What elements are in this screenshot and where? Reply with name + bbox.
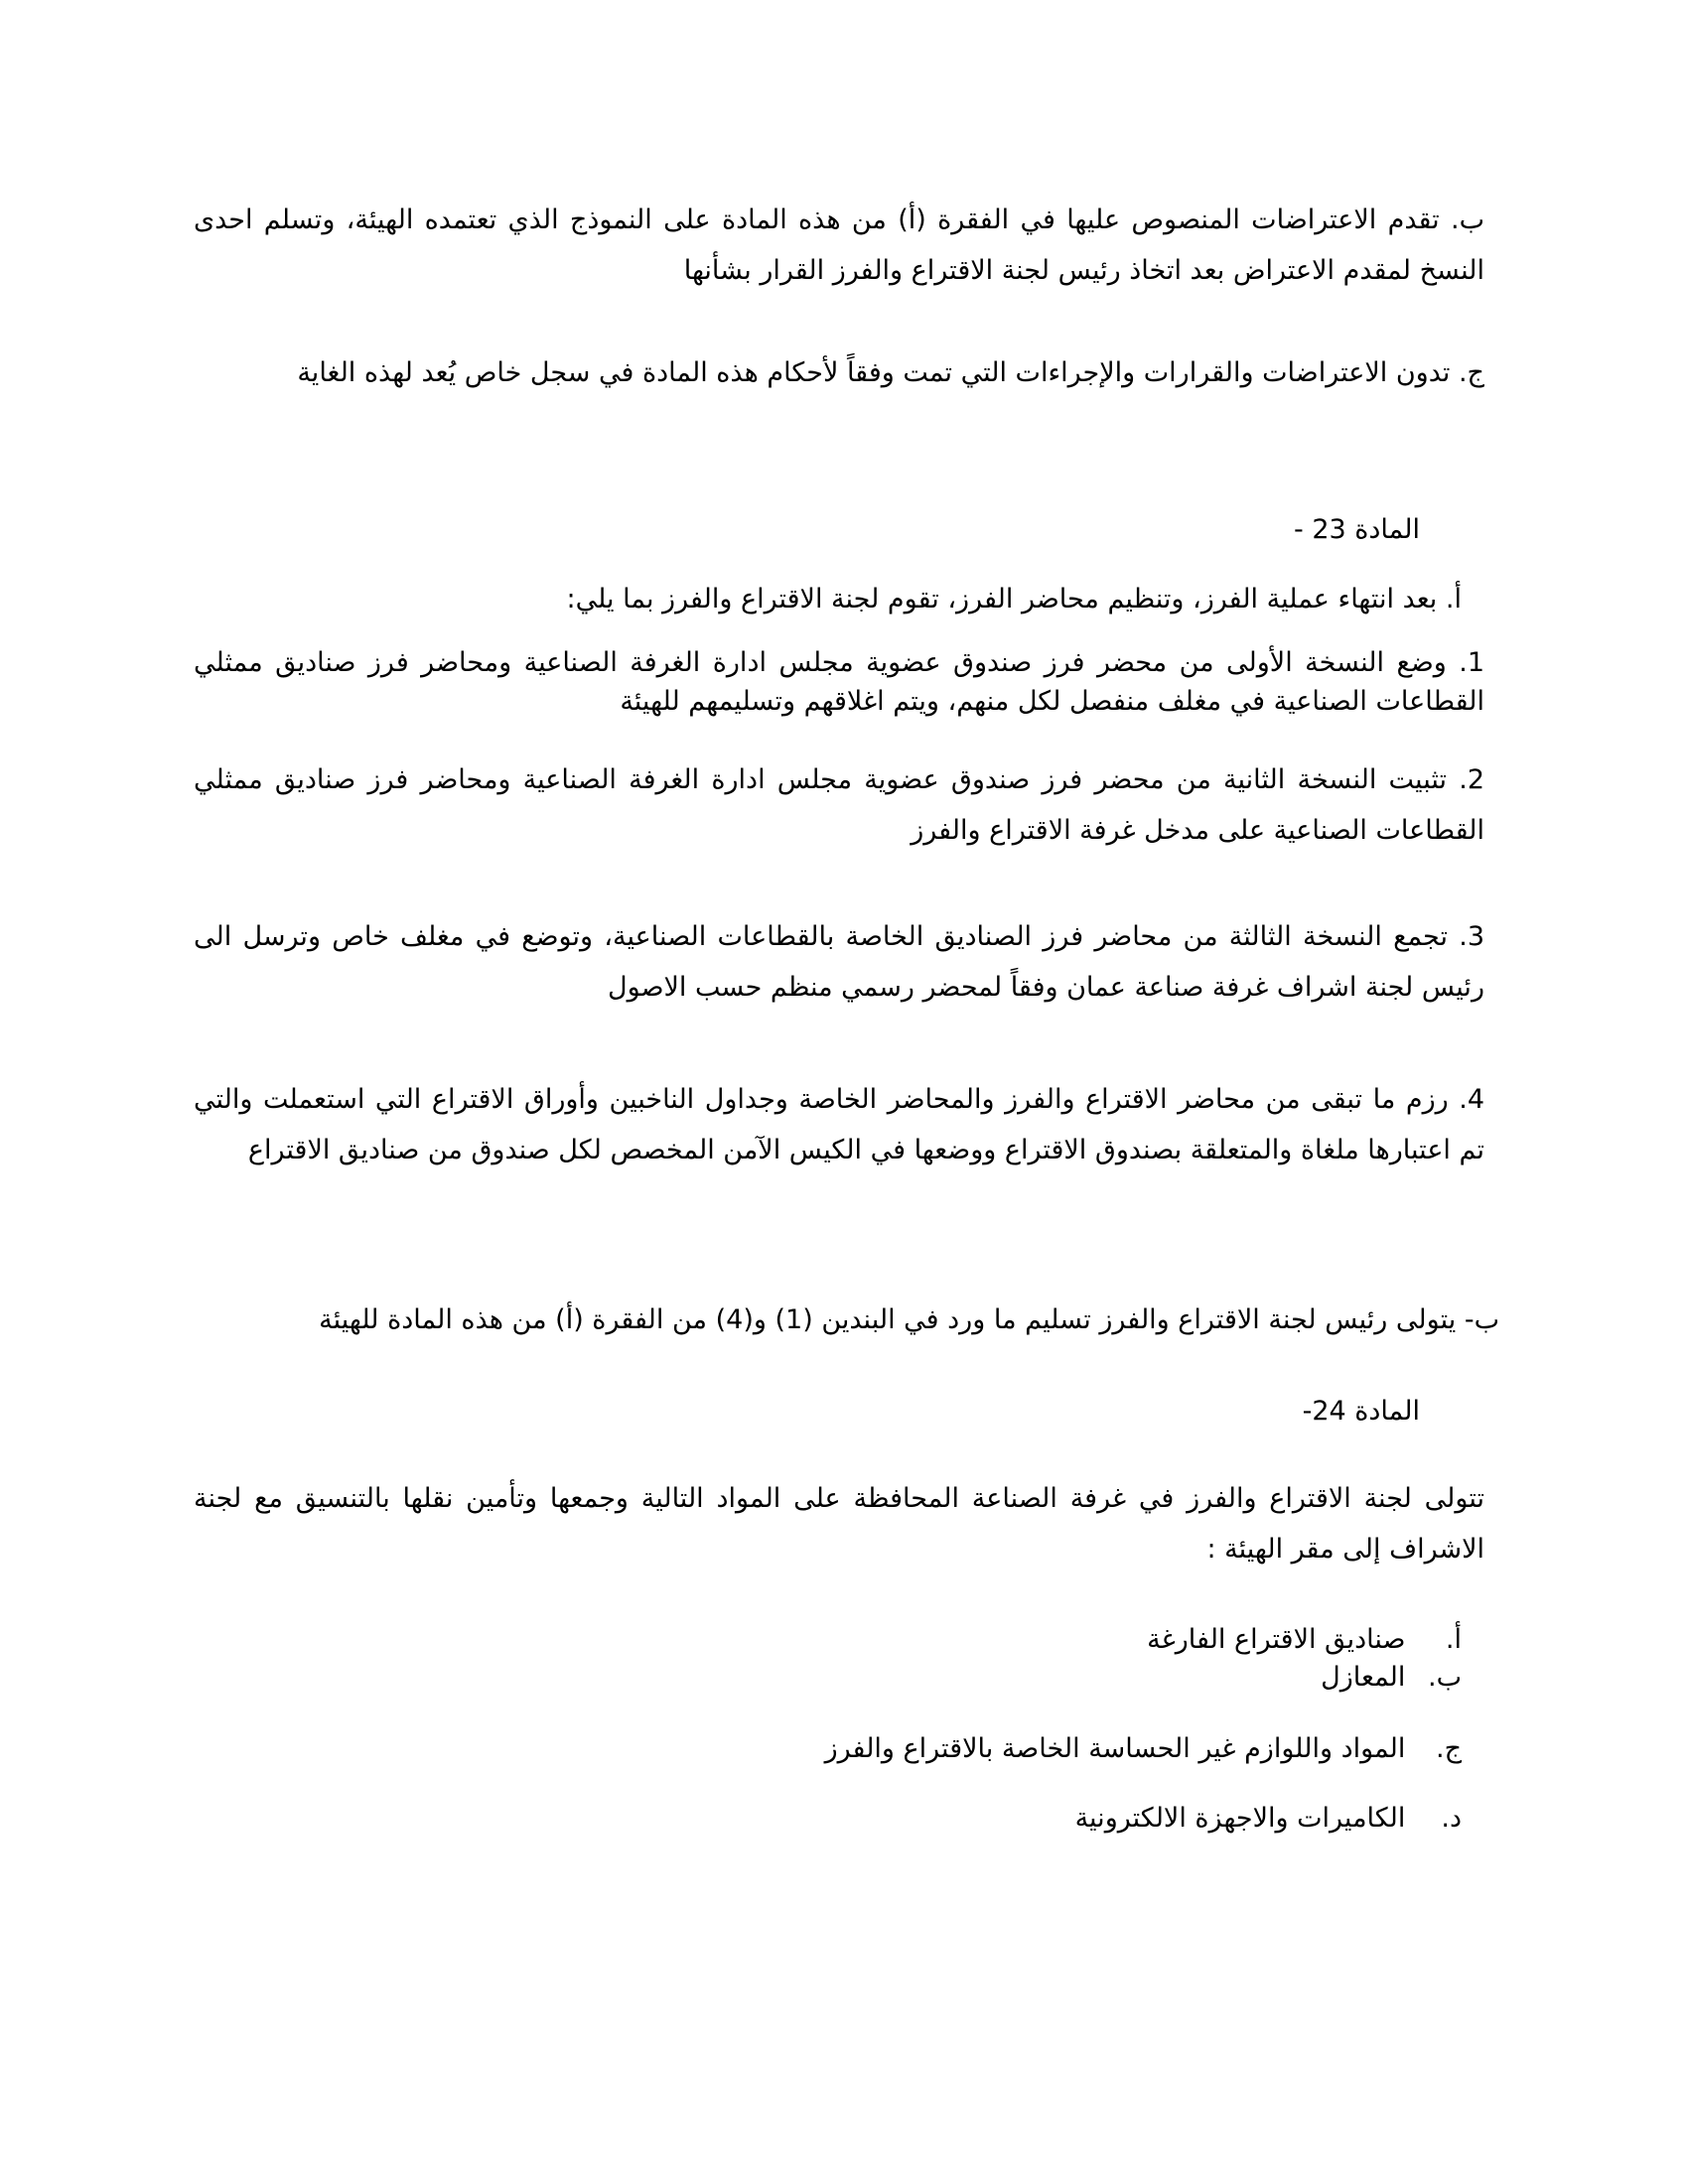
article-23-clause-b: ب- يتولى رئيس لجنة الاقتراع والفرز تسليم ما ورد في البندين (1) و(4) من الفقرة (أ) من هذه المادة للهيئة bbox=[319, 1304, 1499, 1335]
article-23-item-3: 3. تجمع النسخة الثالثة من محاضر فرز الصناديق الخاصة بالقطاعات الصناعية، وتوضع في مغلف خاص وترسل الى رئيس لجنة اشراف غرفة صناعة عمان وفقاً لمحضر رسمي منظم حسب الاصول bbox=[194, 921, 1484, 1004]
article-24-heading: المادة 24- bbox=[1302, 1396, 1420, 1427]
item-text: المواد واللوازم غير الحساسة الخاصة بالاقتراع والفرز bbox=[824, 1733, 1406, 1764]
paragraph-c-objections-register: ج. تدون الاعتراضات والقرارات والإجراءات التي تمت وفقاً لأحكام هذه المادة في سجل خاص يُعد لهذه الغاية bbox=[297, 357, 1484, 388]
article-24-item bbox=[1075, 1793, 1462, 1843]
item-label: د. bbox=[1441, 1803, 1462, 1834]
item-text: صناديق الاقتراع الفارغة bbox=[1147, 1624, 1406, 1655]
item-label: ج. bbox=[1435, 1733, 1462, 1764]
article-23-item-2: 2. تثبيت النسخة الثانية من محضر فرز صندوق عضوية مجلس ادارة الغرفة الصناعية ومحاضر فرز صناديق ممثلي القطاعات الصناعية على مدخل غرفة الاقتراع والفرز bbox=[194, 764, 1484, 847]
article-24-item bbox=[825, 1723, 1462, 1774]
item-label: أ. bbox=[1445, 1624, 1462, 1655]
article-24-intro: تتولى لجنة الاقتراع والفرز في غرفة الصناعة المحافظة على المواد التالية وجمعها وتأمين نقلها بالتنسيق مع لجنة الاشراف إلى مقر الهيئة : bbox=[194, 1483, 1484, 1566]
article-23-item-4: 4. رزم ما تبقى من محاضر الاقتراع والفرز والمحاضر الخاصة وجداول الناخبين وأوراق الاقتراع التي استعملت والتي تم اعتبارها ملغاة والمتعلقة بصندوق الاقتراع ووضعها في الكيس الآمن المخصص لكل صندوق من صناديق الاقتراع bbox=[194, 1084, 1484, 1166]
article-23-clause-a: أ. بعد انتهاء عملية الفرز، وتنظيم محاضر الفرز، تقوم لجنة الاقتراع والفرز بما يلي: bbox=[566, 584, 1462, 614]
item-label: ب. bbox=[1427, 1662, 1462, 1693]
paragraph-b-objections-form: ب. تقدم الاعتراضات المنصوص عليها في الفقرة (أ) من هذه المادة على النموذج الذي تعتمده الهيئة، وتسلم احدى النسخ لمقدم الاعتراض بعد اتخاذ رئيس لجنة الاقتراع والفرز القرار بشأنها bbox=[194, 205, 1484, 287]
item-text: الكاميرات والاجهزة الالكترونية bbox=[1074, 1803, 1406, 1834]
article-24-item bbox=[1321, 1652, 1462, 1703]
item-text: المعازل bbox=[1321, 1662, 1406, 1693]
article-23-heading: المادة 23 - bbox=[1293, 514, 1420, 545]
article-23-item-1: 1. وضع النسخة الأولى من محضر فرز صندوق عضوية مجلس ادارة الغرفة الصناعية ومحاضر فرز صناديق ممثلي القطاعات الصناعية في مغلف منفصل لكل منهم، ويتم اغلاقهم وتسليمهم للهيئة bbox=[194, 647, 1484, 718]
